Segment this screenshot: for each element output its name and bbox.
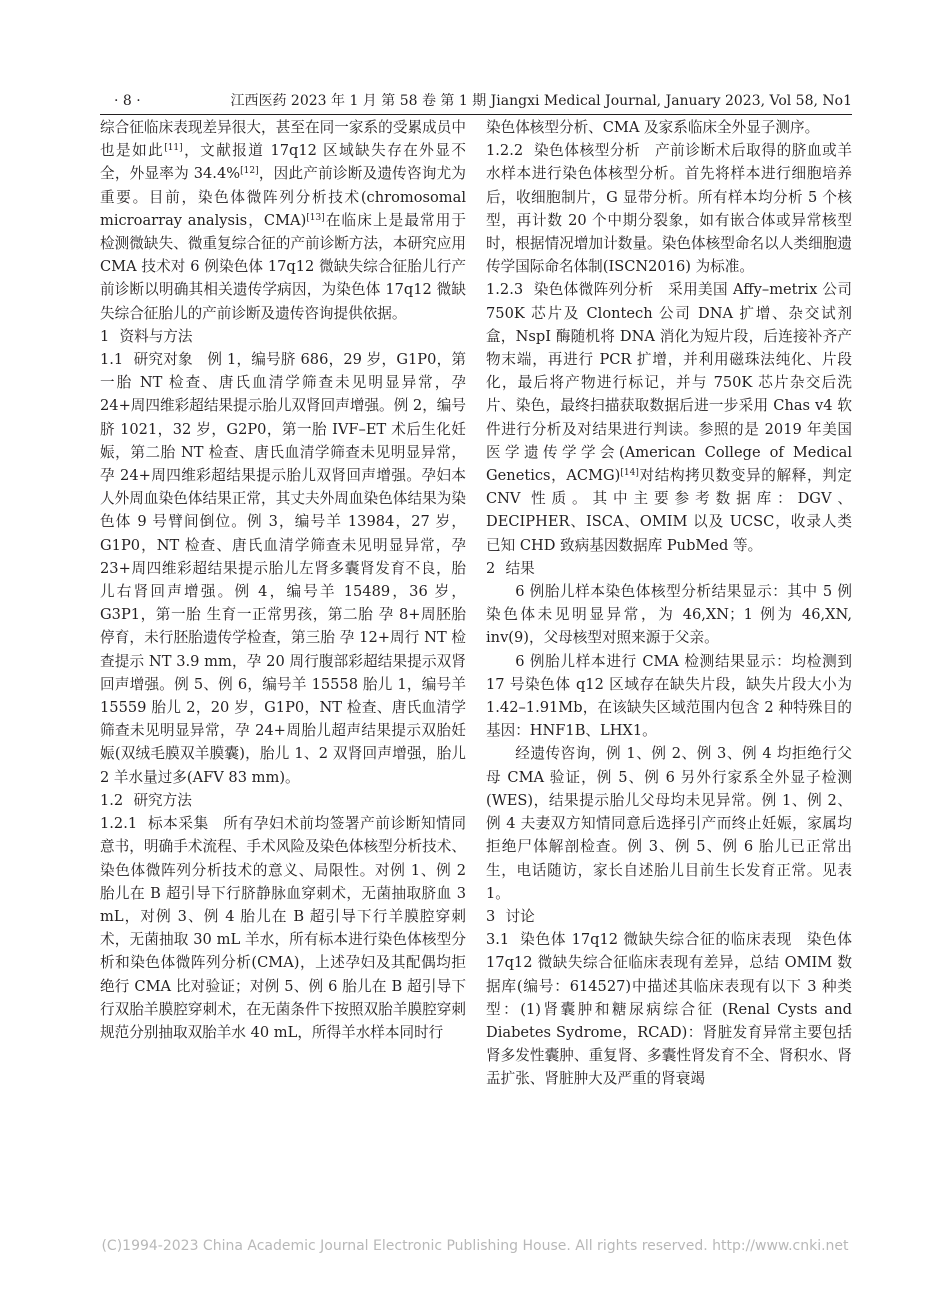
continued-text: 染色体核型分析、CMA 及家系临床全外显子测序。 [486,119,820,136]
citation-ref: [12] [240,166,259,177]
journal-info: 江西医药 2023 年 1 月 第 58 卷 第 1 期 Jiangxi Medical Journal, January 2023, Vol 58, No1 [230,93,852,109]
subsection-paragraph [486,928,852,1090]
section-number: 1.2 [100,791,124,809]
header-rule [100,114,852,115]
section-title: 讨论 [505,907,535,925]
page-number: · 8 · [114,93,141,109]
section-heading [486,557,852,580]
intro-text-a: 综合征临床表现差异很大，甚至在同一家系的受累成员中也是如此 [100,119,466,160]
subsection-number: 3.1 [486,931,510,949]
subsection-title: 标本采集 [147,815,209,833]
left-column [100,116,466,1044]
section-heading [486,905,852,928]
subsection-title: 染色体微阵列分析 [533,281,654,299]
intro-text-d: 在临床上是最常用于检测微缺失、微重复综合征的产前诊断方法，本研究应用 CMA 技术对 6 例染色体 17q12 微缺失综合征胎儿行产前诊断以明确其相关遗传学病因，为染色体 17q12 微缺失综合征胎儿的产前诊断及遗传咨询提供依据。 [100,211,466,322]
subsection-paragraph [100,812,466,1044]
citation-ref: [14] [620,468,639,479]
subsection-text-a: 采用美国 Affy–metrix 公司 750K 芯片及 Clontech 公司 DNA 扩增、杂交试剂盒，NspI 酶随机将 DNA 消化为短片段，后连接补齐产物末端，再进行 PCR 扩增，并利用磁珠法纯化、片段化，最后将产物进行标记，并与 750K 芯片杂交后洗片、染色，最终扫描获取数据后进一步采用 Chas v4 软件进行分析及对结果进行判读。参照的是 2019 年美国医学遗传学学会(American College of Medical Genetics，ACMG) [486,281,852,485]
section-title: 结果 [505,559,535,577]
subsection-number: 1.1 [100,351,124,369]
subsection-text: 产前诊断术后取得的脐血或羊水样本进行染色体核型分析。首先将样本进行细胞培养后，收细胞制片，G 显带分析。所有样本均分析 5 个核型，再计数 20 个中期分裂象，如有嵌合体或异常核型时，根据情况增加计数量。染色体核型命名以人类细胞遗传学国际命名体制(ISCN2016) 为标准。 [486,142,852,276]
subsection-title: 染色体核型分析 [533,142,641,160]
citation-ref: [13] [306,212,325,223]
results-paragraph: 6 例胎儿样本进行 CMA 检测结果显示：均检测到 17 号染色体 q12 区域存在缺失片段，缺失片段大小为 1.42–1.91Mb，在该缺失区域范围内包含 2 种特殊目的基因：HNF1B、LHX1。 [486,652,852,740]
subsection-paragraph [100,348,466,789]
results-paragraph: 经遗传咨询，例 1、例 2、例 3、例 4 均拒绝行父母 CMA 验证，例 5、例 6 另外行家系全外显子检测(WES)，结果提示胎儿父母均未见异常。例 1、例 2、例 4 夫妻双方知情同意后选择引产而终止妊娠，家属均拒绝尸体解剖检查。例 3、例 5、例 6 胎儿已正常出生，电话随访，家长自述胎儿目前生长发育正常。见表 1。 [486,745,852,902]
right-column [486,116,852,1091]
results-paragraph: 6 例胎儿样本染色体核型分析结果显示：其中 5 例染色体未见明显异常，为 46,XN；1 例为 46,XN, inv(9)，父母核型对照来源于父亲。 [486,583,852,647]
section-title: 资料与方法 [119,327,193,345]
copyright-footer: (C)1994-2023 China Academic Journal Electronic Publishing House. All rights reserved. http://www.cnki.net [101,1238,849,1254]
subsection-title: 染色体 17q12 微缺失综合征的临床表现 [519,931,793,949]
citation-ref: [11] [164,143,183,154]
intro-paragraph [100,116,466,325]
subsection-text: 例 1，编号脐 686，29 岁，G1P0，第一胎 NT 检查、唐氏血清学筛查未见明显异常，孕 24+周四维彩超结果提示胎儿双肾回声增强。例 2，编号脐 1021，32 岁，G2P0，第一胎 IVF–ET 术后生化妊娠，第二胎 NT 检查、唐氏血清学筛查未见明显异常，孕 24+周四维彩超结果提示胎儿双肾回声增强。孕妇本人外周血染色体结果正常，其丈夫外周血染色体结果为染色体 9 号臂间倒位。例 3，编号羊 13984，27 岁，G1P0，NT 检查、唐氏血清学筛查未见明显异常，孕 23+周四维彩超结果提示胎儿左肾多囊肾发育不良，胎儿右肾回声增强。例 4，编号羊 15489，36 岁，G3P1，第一胎 生育一正常男孩，第二胎 孕 8+周胚胎停育，未行胚胎遗传学检查，第三胎 孕 12+周行 NT 检查提示 NT 3.9 mm，孕 20 周行腹部彩超结果提示双肾回声增强。例 5、例 6，编号羊 15558 胎儿 1，编号羊 15559 胎儿 2，20 岁，G1P0，NT 检查、唐氏血清学筛查未见明显异常，孕 24+周胎儿超声结果提示双胎妊娠(双绒毛膜双羊膜囊)，胎儿 1、2 双肾回声增强，胎儿 2 羊水量过多(AFV 83 mm)。 [100,351,466,786]
subsection-number: 1.2.1 [100,815,138,833]
section-number: 1 [100,327,110,345]
intro-text-c: ，因此产前诊断及遗传咨询尤为重要。目前，染色体微阵列分析技术(chromosomal microarray analysis，CMA) [100,165,466,229]
subsection-text: 所有孕妇术前均签署产前诊断知情同意书，明确手术流程、手术风险及染色体核型分析技术、染色体微阵列分析技术的意义、局限性。对例 1、例 2 胎儿在 B 超引导下行脐静脉血穿刺术，无菌抽取脐血 3 mL，对例 3、例 4 胎儿在 B 超引导下行羊膜腔穿刺术，无菌抽取 30 mL 羊水，所有标本进行染色体核型分析和染色体微阵列分析(CMA)，上述孕妇及其配偶均拒绝行 CMA 比对验证；对例 5、例 6 胎儿在 B 超引导下行双胎羊膜腔穿刺术，在无菌条件下按照双胎羊膜腔穿刺规范分别抽取双胎羊水 40 mL，所得羊水样本同时行 [100,815,466,1041]
subsection-title: 研究对象 [133,351,193,369]
subsection-text: 染色体 17q12 微缺失综合征临床表现有差异，总结 OMIM 数据库(编号：614527)中描述其临床表现有以下 3 种类型：(1)肾囊肿和糖尿病综合征 (Renal Cysts and Diabetes Sydrome，RCAD)：肾脏发育异常主要包括肾多发性囊肿、重复肾、多囊性肾发育不全、肾积水、肾盂扩张、肾脏肿大及严重的肾衰竭 [486,931,852,1088]
subsection-paragraph [486,139,852,278]
section-heading [100,325,466,348]
section-number: 3 [486,907,496,925]
subsection-paragraph [486,278,852,556]
subsection-number: 1.2.2 [486,142,524,160]
subsection-number: 1.2.3 [486,281,524,299]
intro-text-b: ，文献报道 17q12 区域缺失存在外显不全，外显率为 34.4% [100,142,466,183]
section-number: 2 [486,559,496,577]
section-title: 研究方法 [133,791,192,809]
section-heading [100,789,466,812]
subsection-text-b: 对结构拷贝数变异的解释，判定 CNV 性质。其中主要参考数据库：DGV、DECIPHER、ISCA、OMIM 以及 UCSC，收录人类已知 CHD 致病基因数据库 PubMed 等。 [486,467,852,554]
running-header [100,88,852,114]
